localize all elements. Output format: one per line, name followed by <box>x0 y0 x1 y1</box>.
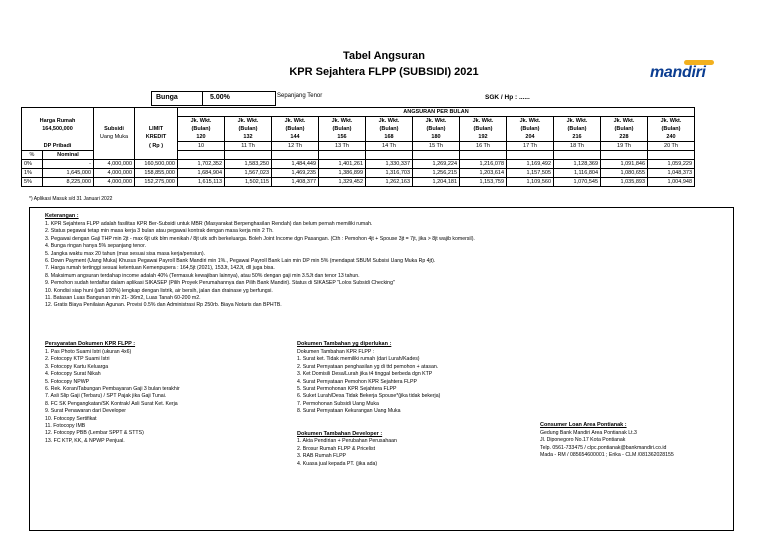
term-label: Jk. Wkt. <box>648 117 695 126</box>
term-label: Jk. Wkt. <box>554 117 601 126</box>
term-label: Jk. Wkt. <box>460 117 507 126</box>
keterangan-item: 3. Pegawai dengan Gaji THP min 2jt - max 6jt utk blm menikah / 8jt utk sdh berkeluarga. Boleh Joint Income dgn Pasangan. (Cth : Pemohon 4jt + Spouse 3jt = 7jt, jika > 8jt wajib komersil). <box>45 235 475 242</box>
angsuran-value: 1,702,352 <box>178 160 225 169</box>
angsuran-value: 1,091,846 <box>601 160 648 169</box>
angsuran-value: 1,262,163 <box>366 178 413 187</box>
mandiri-logo <box>648 60 718 82</box>
persyaratan-item: 4. Fotocopy Surat Nikah <box>45 371 101 378</box>
persyaratan-item: 2. Fotocopy KTP Suami Istri <box>45 356 110 363</box>
tambahan-list-2 <box>297 438 397 468</box>
keterangan-title: Keterangan : <box>45 213 79 219</box>
angsuran-value: 1,256,215 <box>413 169 460 178</box>
limit-label: LIMIT <box>135 125 178 133</box>
keterangan-item: 2. Status pegawai tetap min masa kerja 3 bulan atau pegawai kontrak dengan masa kerja min 2 Th. <box>45 228 274 235</box>
subsidi-blank2 <box>94 142 135 151</box>
tenor-text: Sepanjang Tenor <box>277 93 323 99</box>
persyaratan-item: 9. Surat Penawaran dari Developer <box>45 408 127 415</box>
term-years: 17 Th <box>507 142 554 151</box>
keterangan-item: 6. Down Payment (Uang Muka) Khusus Pegawai Payroll Bank Mandiri min 1%., Pegawai Payroll Bank Lain min DP min 5% (mendapat SBUM Subsisi Uang Muka Rp 4jt). <box>45 258 436 265</box>
tambahan1-item: 6. Suket Lurah/Desa Tidak Bekerja Spouse*(jika tidak bekerja) <box>297 393 441 400</box>
spacer-cell <box>648 151 695 160</box>
angsuran-value: 1,004,948 <box>648 178 695 187</box>
persyaratan-item: 5. Fotocopy NPWP <box>45 378 90 385</box>
dp-nominal: 1,645,000 <box>43 169 94 178</box>
subsidi-value: 4,000,000 <box>94 169 135 178</box>
spacer-cell <box>225 151 272 160</box>
term-months: 168 <box>366 133 413 142</box>
nominal-label: Nominal <box>43 151 94 160</box>
angsuran-value: 1,153,759 <box>460 178 507 187</box>
term-years: 11 Th <box>225 142 272 151</box>
term-months: 228 <box>601 133 648 142</box>
persyaratan-item: 13. FC KTP, KK, & NPWP Penjual. <box>45 437 125 444</box>
angsuran-value: 1,502,115 <box>225 178 272 187</box>
term-unit: (Bulan) <box>225 125 272 133</box>
term-months: 240 <box>648 133 695 142</box>
dp-label: DP Pribadi <box>22 142 94 151</box>
logo-text: mandiri <box>650 64 706 81</box>
term-label: Jk. Wkt. <box>178 117 225 126</box>
rp-label: ( Rp ) <box>135 142 178 151</box>
term-unit: (Bulan) <box>601 125 648 133</box>
term-years: 15 Th <box>413 142 460 151</box>
subsidi-blank3 <box>94 151 135 160</box>
term-years: 10 <box>178 142 225 151</box>
tambahan2-item: 2. Brosur Rumah FLPP & Pricelist <box>297 445 376 452</box>
contact-item: Gedung Bank Mandiri Area Pontianak Lt.3 <box>540 430 637 436</box>
term-label: Jk. Wkt. <box>413 117 460 126</box>
angsuran-value: 1,567,023 <box>225 169 272 178</box>
term-years: 20 Th <box>648 142 695 151</box>
angsuran-value: 1,216,078 <box>460 160 507 169</box>
angsuran-value: 1,330,337 <box>366 160 413 169</box>
dp-nominal: - <box>43 160 94 169</box>
persyaratan-item: 8. FC SK Pengangkatan/SK Kontrak/ Asli Surat Ket. Kerja <box>45 400 178 407</box>
spacer-cell <box>413 151 460 160</box>
term-years: 19 Th <box>601 142 648 151</box>
kredit-label: KREDIT <box>135 133 178 142</box>
harga-rumah-value: 164,500,000 <box>22 125 94 133</box>
angsuran-value: 1,684,904 <box>178 169 225 178</box>
bunga-box <box>151 91 276 106</box>
page-subtitle: KPR Sejahtera FLPP (SUBSIDI) 2021 <box>289 66 479 78</box>
contact-item: Jl. Diponegoro No.17 Kota Pontianak <box>540 437 626 444</box>
angsuran-value: 1,469,235 <box>272 169 319 178</box>
tambahan2-item: 3. RAB Rumah FLPP <box>297 453 347 460</box>
persyaratan-item: 6. Rek. Koran/Tabungan Pembayaran Gaji 3 bulan terakhir <box>45 386 180 393</box>
limit-value: 158,855,000 <box>135 169 178 178</box>
keterangan-item: 10. Kondisi siap huni (jadi 100%) lengkap dengan listrik, air bersih, jalan dan drainase yg berfungsi. <box>45 287 273 294</box>
angsuran-value: 1,116,804 <box>554 169 601 178</box>
tambahan1-item: 1. Surat ket. Tidak memiliki rumah (dari Lurah/Kades) <box>297 356 420 363</box>
term-unit: (Bulan) <box>554 125 601 133</box>
angsuran-value: 1,059,229 <box>648 160 695 169</box>
bunga-value: 5.00% <box>210 94 230 101</box>
persyaratan-title: Persyaratan Dokumen KPR FLPP : <box>45 341 136 347</box>
pct-label: % <box>22 151 43 160</box>
term-months: 216 <box>554 133 601 142</box>
keterangan-item: 1. KPR Sejahtera FLPP adalah fasilitas KPR Ber-Subsidi untuk MBR (Masyarakat Berpenghasilan Rendah) dan belum pernah memiliki rumah. <box>45 221 373 227</box>
term-unit: (Bulan) <box>178 125 225 133</box>
persyaratan-item: 12. Fotocopy PBB (Lembar SPPT & STTS) <box>45 430 144 437</box>
term-label: Jk. Wkt. <box>601 117 648 126</box>
tambahan1-item: 2. Surat Pernyataan penghasilan yg di ttd pemohon + atasan. <box>297 363 439 370</box>
subsidi-value: 4,000,000 <box>94 160 135 169</box>
subsidi-header-top <box>94 108 135 117</box>
keterangan-item: 4. Bunga ringan hanya 5% sepanjang tenor. <box>45 243 146 250</box>
table-header-row <box>22 117 695 126</box>
persyaratan-item: 10. Fotocopy Sertifikat <box>45 415 97 422</box>
keterangan-item: 9. Pemohon sudah terdaftar dalam aplikasi SIKASEP (Pilih Proyek Perumahannya dan Pilih Bank Mandiri). Status di SIKASEP "Lolos Subsidi Checking" <box>45 280 395 287</box>
persyaratan-item: 1. Pas Photo Suami Istri (ukuran 4x6) <box>45 349 132 355</box>
contact-item: Mada - RM / 085654600001 ; Erika - CLM /081362028155 <box>540 452 674 459</box>
keterangan-item: 8. Maksimum angsuran terdahap income adalah 40% (Termasuk kewajiban lainnya), atau 50% dengan gaji min 3.5Jt dan tenor 13 tahun. <box>45 272 360 279</box>
term-months: 144 <box>272 133 319 142</box>
term-unit: (Bulan) <box>366 125 413 133</box>
term-unit: (Bulan) <box>507 125 554 133</box>
angsuran-value: 1,070,545 <box>554 178 601 187</box>
term-years: 18 Th <box>554 142 601 151</box>
angsuran-value: 1,169,492 <box>507 160 554 169</box>
subsidi-value: 4,000,000 <box>94 178 135 187</box>
angsuran-value: 1,329,452 <box>319 178 366 187</box>
subsidi-blank <box>94 117 135 126</box>
term-years: 14 Th <box>366 142 413 151</box>
spacer-cell <box>366 151 413 160</box>
dp-pct: 1% <box>22 169 43 178</box>
bunga-divider <box>202 92 203 105</box>
angsuran-value: 1,203,614 <box>460 169 507 178</box>
contact-lines <box>540 430 674 460</box>
angsuran-value: 1,615,113 <box>178 178 225 187</box>
spacer-cell <box>319 151 366 160</box>
contact-item: Telp. 0561-733475 / clpc.pontianak@bankmandiri.co.id <box>540 444 667 451</box>
angsuran-value: 1,080,655 <box>601 169 648 178</box>
angsuran-value: 1,204,181 <box>413 178 460 187</box>
term-months: 192 <box>460 133 507 142</box>
uang-muka-label: Uang Muka <box>94 133 135 142</box>
limit-blank <box>135 117 178 126</box>
angsuran-value: 1,035,893 <box>601 178 648 187</box>
bunga-label: Bunga <box>156 94 178 101</box>
limit-value: 160,500,000 <box>135 160 178 169</box>
term-label: Jk. Wkt. <box>272 117 319 126</box>
term-months: 204 <box>507 133 554 142</box>
harga-rumah-header <box>22 108 94 117</box>
angsuran-value: 1,269,224 <box>413 160 460 169</box>
table-header-row <box>22 108 695 117</box>
term-label: Jk. Wkt. <box>225 117 272 126</box>
term-unit: (Bulan) <box>460 125 507 133</box>
term-months: 120 <box>178 133 225 142</box>
spacer-cell <box>554 151 601 160</box>
tambahan2-item: 4. Kuasa jual kepada PT. (jika ada) <box>297 460 378 467</box>
dp-pct: 0% <box>22 160 43 169</box>
harga-blank <box>22 133 94 142</box>
tambahan-sub2: Dokumen Tambahan Developer : <box>297 431 383 437</box>
term-months: 132 <box>225 133 272 142</box>
term-unit: (Bulan) <box>319 125 366 133</box>
table-row <box>22 160 695 169</box>
table-header-row <box>22 151 695 160</box>
page-title: Tabel Angsuran <box>343 50 425 62</box>
spacer-cell <box>460 151 507 160</box>
table-header-row <box>22 133 695 142</box>
tambahan2-item: 1. Akta Pendirian + Perubahan Perusahaan <box>297 438 397 445</box>
spacer-cell <box>178 151 225 160</box>
persyaratan-list <box>45 349 180 445</box>
dp-pct: 5% <box>22 178 43 187</box>
term-label: Jk. Wkt. <box>366 117 413 126</box>
angsuran-value: 1,109,560 <box>507 178 554 187</box>
angsuran-header: ANGSURAN PER BULAN <box>178 108 695 117</box>
tambahan1-item: 7. Permohonan Subsidi Uang Muka <box>297 400 379 407</box>
term-unit: (Bulan) <box>272 125 319 133</box>
angsuran-value: 1,386,899 <box>319 169 366 178</box>
term-label: Jk. Wkt. <box>507 117 554 126</box>
angsuran-value: 1,316,703 <box>366 169 413 178</box>
keterangan-item: 12. Gratis Biaya Penilaian Agunan. Provisi 0.5% dan Administrasi Rp 250rb. Biaya Notaris dan BPHTB. <box>45 302 282 309</box>
spacer-cell <box>507 151 554 160</box>
angsuran-value: 1,484,449 <box>272 160 319 169</box>
sgk-field: SGK / Hp : ...... <box>485 94 530 101</box>
keterangan-list <box>45 221 475 310</box>
tambahan-title: Dokumen Tambahan yg diperlukan : <box>297 341 392 347</box>
tambahan1-item: 8. Surat Pernyataan Kekurangan Uang Muka <box>297 408 401 415</box>
angsuran-value: 1,401,261 <box>319 160 366 169</box>
angsuran-table <box>21 107 695 187</box>
subsidi-label: Subsidi <box>94 125 135 133</box>
table-row <box>22 178 695 187</box>
term-label: Jk. Wkt. <box>319 117 366 126</box>
term-months: 156 <box>319 133 366 142</box>
persyaratan-item: 7. Asli Slip Gaji (Terbaru) / SPT Pajak jika Gaji Tunai. <box>45 393 167 400</box>
tambahan1-item: 5. Surat Permohonan KPR Sejahtera FLPP <box>297 386 397 393</box>
tambahan1-item: 4. Surat Pernyataan Pemohon KPR Sejahtera FLPP <box>297 378 417 385</box>
keterangan-item: 11. Batasan Luas Bangunan min 21- 36m2, Luas Tanah 60-200 m2. <box>45 295 201 302</box>
term-years: 16 Th <box>460 142 507 151</box>
limit-header-top <box>135 108 178 117</box>
term-months: 180 <box>413 133 460 142</box>
harga-rumah-label: Harga Rumah <box>22 117 94 126</box>
keterangan-item: 5. Jangka waktu max 20 tahun (max sesuai sisa masa kerja/pensiun). <box>45 250 206 257</box>
dp-nominal: 8,225,000 <box>43 178 94 187</box>
table-header-row <box>22 142 695 151</box>
table-header-row <box>22 125 695 133</box>
angsuran-value: 1,408,377 <box>272 178 319 187</box>
term-years: 12 Th <box>272 142 319 151</box>
angsuran-value: 1,128,369 <box>554 160 601 169</box>
angsuran-value: 1,048,373 <box>648 169 695 178</box>
tambahan-sub1: Dokumen Tambahan KPR FLPP : <box>297 349 375 355</box>
spacer-cell <box>601 151 648 160</box>
term-unit: (Bulan) <box>413 125 460 133</box>
keterangan-item: 7. Harga rumah tertinggi sesuai ketentuan Kemenpupera : 164,5jt (2021), 153Jt, 142Jt, dll juga bisa. <box>45 265 275 272</box>
angsuran-value: 1,157,505 <box>507 169 554 178</box>
limit-value: 152,275,000 <box>135 178 178 187</box>
spacer-cell <box>272 151 319 160</box>
persyaratan-item: 3. Fotocopy Kartu Keluarga <box>45 363 109 370</box>
footnote: *) Aplikasi Masuk s/d 31 Januari 2022 <box>29 196 113 202</box>
contact-title: Consumer Loan Area Pontianak : <box>540 422 627 428</box>
term-unit: (Bulan) <box>648 125 695 133</box>
tambahan1-item: 3. Ket Domisili Desa/Lurah jika t4 tinggal berbeda dgn KTP <box>297 371 433 378</box>
limit-blank3 <box>135 151 178 160</box>
tambahan-list-1 <box>297 356 440 415</box>
table-row <box>22 169 695 178</box>
persyaratan-item: 11. Fotocopy IMB <box>45 423 86 430</box>
term-years: 13 Th <box>319 142 366 151</box>
angsuran-value: 1,583,250 <box>225 160 272 169</box>
